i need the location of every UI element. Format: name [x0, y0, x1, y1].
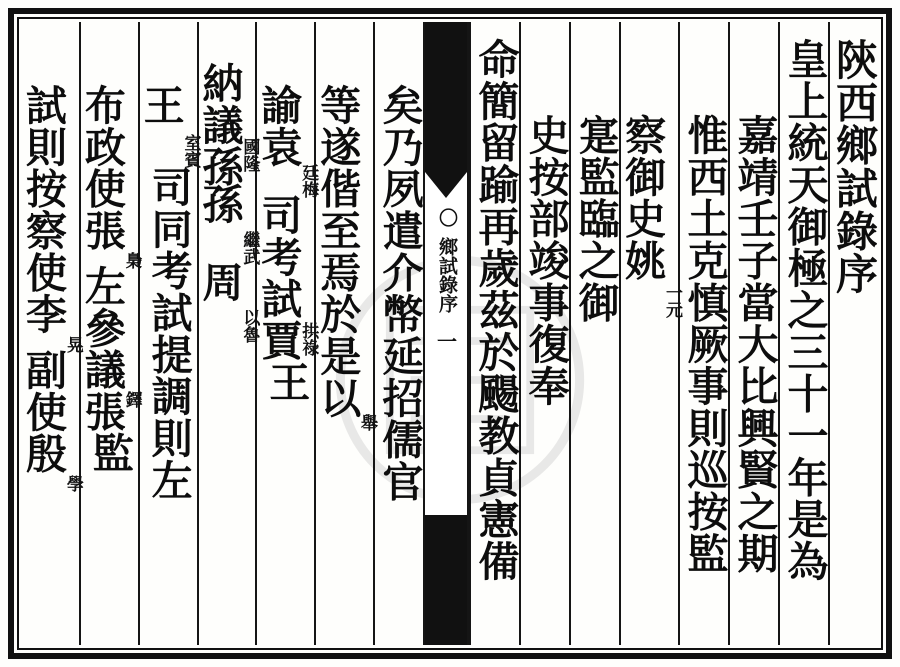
column-text-3: 周 [195, 261, 244, 304]
column-text: 命簡留踰再歲茲於颺教貞憲備 [471, 38, 520, 582]
interlinear-note: 梟 [121, 252, 142, 269]
interlinear-note: 舉 [357, 414, 378, 431]
column-15 [18, 22, 83, 645]
banxin-fishtail-icon [425, 172, 467, 198]
column-text: 納議孫 [195, 62, 244, 188]
column-text: 史按部竣事復奉 [521, 114, 570, 407]
column-text: 皇上統天御極之三十一年是為 [780, 38, 829, 582]
interlinear-note: 晃 [62, 336, 83, 353]
column-8 [469, 22, 519, 645]
column-3 [728, 22, 778, 645]
column-text: 試則按察使李 [18, 84, 67, 335]
column-text: 寔監臨之御 [571, 114, 620, 324]
column-text-2: 副使殷 [18, 349, 67, 475]
column-text: 王 [136, 84, 185, 126]
center-fold-banxin [423, 22, 469, 645]
interlinear-note-2: 鐸 [121, 391, 142, 408]
interlinear-note: 廷梅 [298, 164, 319, 198]
interlinear-note-2: 學 [62, 475, 83, 492]
column-text-2: 左參議張 [77, 265, 126, 433]
interlinear-note: 國隆 [239, 138, 260, 172]
banxin-label: 鄉試錄序 [436, 237, 459, 313]
banxin-mark: 〇 [436, 208, 459, 227]
column-text-2: 孫 [195, 183, 244, 226]
interlinear-note-3: 以魯 [239, 309, 260, 344]
column-7 [519, 22, 569, 645]
column-13 [136, 22, 201, 645]
column-text: 等遂偕至焉於是以 [313, 84, 362, 419]
column-4 [678, 22, 728, 645]
column-6 [569, 22, 619, 645]
column-text: 嘉靖壬子當大比興賢之期 [730, 114, 779, 575]
column-12 [195, 22, 260, 645]
column-title [828, 22, 878, 645]
column-10 [313, 22, 378, 645]
column-14 [77, 22, 142, 645]
interlinear-note-2: 繼武 [239, 231, 260, 266]
column-text: 矣乃夙遣介幣延招儒官 [375, 84, 424, 503]
banxin-black-bar-top [425, 22, 467, 172]
banxin-black-bar-bottom [425, 515, 467, 645]
interlinear-note: 一元 [661, 284, 682, 318]
column-text-2: 司考試賈 [254, 194, 303, 362]
column-text: 察御史姚 [618, 114, 667, 282]
column-text: 陝西鄉試錄序 [829, 38, 879, 296]
interlinear-note-2: 拱祿 [298, 322, 319, 356]
column-text-3: 王 [262, 361, 311, 404]
column-text: 諭袁 [254, 84, 303, 168]
banxin-page-number: 一 [433, 331, 458, 351]
column-text: 布政使張 [77, 84, 126, 252]
column-5 [618, 22, 682, 645]
interlinear-note: 室賓 [180, 134, 201, 168]
column-text-2: 司同考試提調則左 [144, 166, 193, 501]
column-9 [373, 22, 423, 645]
column-2 [778, 22, 828, 645]
column-text-3: 監 [85, 432, 134, 475]
text-columns [18, 22, 879, 645]
column-11 [254, 22, 319, 645]
column-text: 惟西土克慎厥事則巡按監 [680, 114, 729, 575]
